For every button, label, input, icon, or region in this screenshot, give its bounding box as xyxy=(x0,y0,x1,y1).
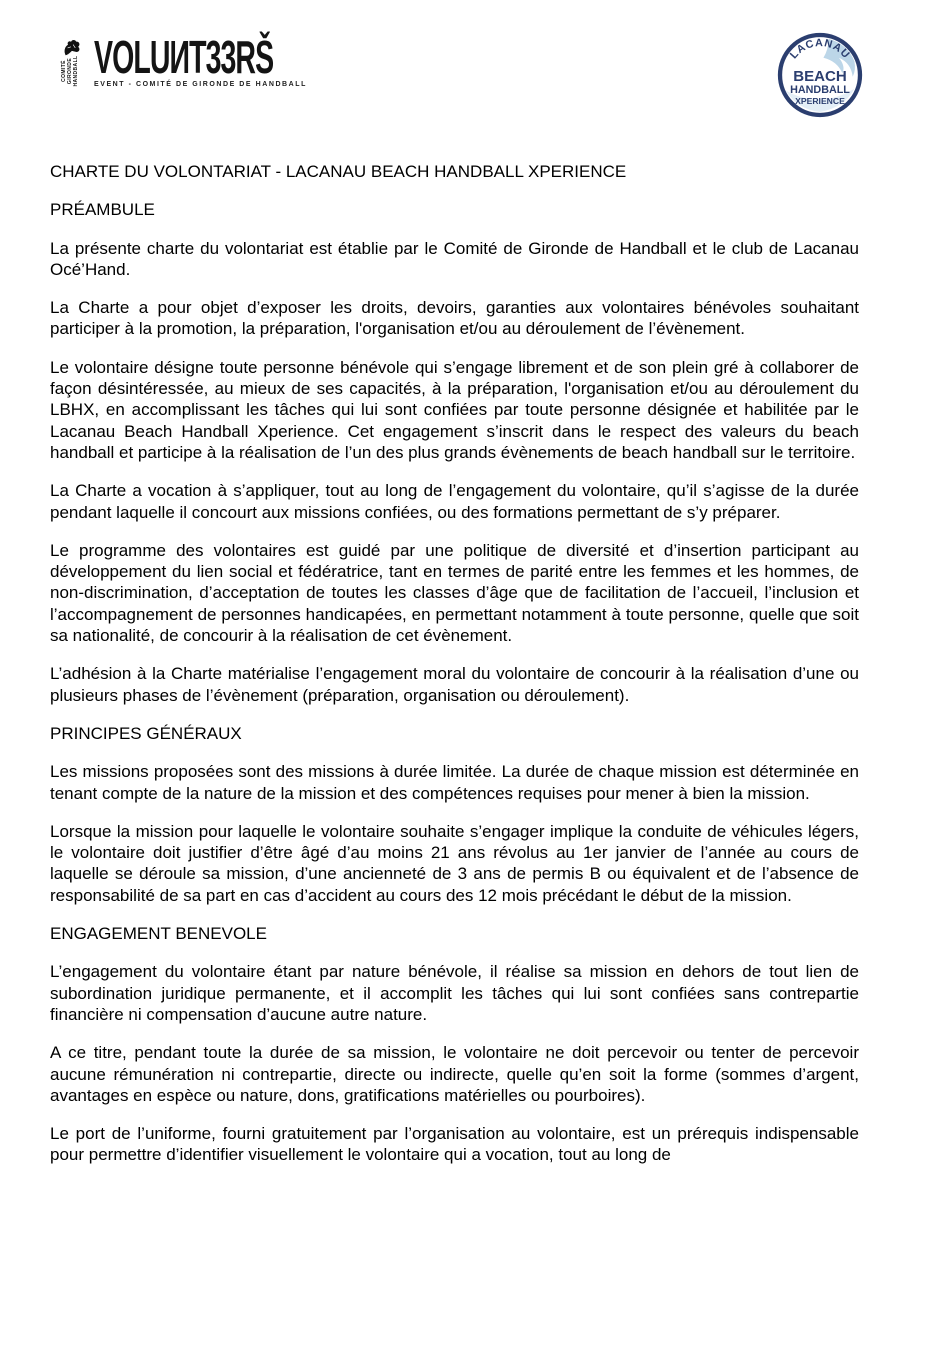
section-heading-engagement-benevole: ENGAGEMENT BENEVOLE xyxy=(50,924,267,944)
document-title: CHARTE DU VOLONTARIAT - LACANAU BEACH HANDBALL XPERIENCE xyxy=(50,162,627,181)
lbhx-badge-icon xyxy=(777,32,863,118)
paragraph: A ce titre, pendant toute la durée de sa mission, le volontaire ne doit percevoir ou tenter de percevoir aucune rémunération ni contrepartie, directe ou indirecte, quelle qu’en soit la forme (sommes d’argent, avantages en espèce ou nature, dons, gratifications matérielles ou pourboires). xyxy=(50,1043,859,1105)
badge-text-xperience: XPERIENCE xyxy=(795,96,845,107)
section-heading-principes-generaux: PRINCIPES GÉNÉRAUX xyxy=(50,723,242,743)
paragraph: La Charte a pour objet d’exposer les droits, devoirs, garanties aux volontaires bénévoles souhaitant participer à la promotion, la préparation, l'organisation et/ou au déroulement de l’évènement. xyxy=(50,298,859,339)
paragraph: Lorsque la mission pour laquelle le volontaire souhaite s’engager implique la conduite de véhicules légers, le volontaire doit justifier d’être âgé d’au moins 21 ans révolus au 1er janvier de l’année au cours de laquelle se déroule sa mission, d’une ancienneté de 3 ans de permis B ou équivalent et de l’absence de responsabilité de sa part en cas d’accident au cours des 12 mois précédant le début de la mission. xyxy=(50,821,859,905)
section-heading-preambule: PRÉAMBULE xyxy=(50,200,155,220)
comite-gironde-emblem xyxy=(55,36,89,88)
badge-text-lacanau: LACANAU xyxy=(787,37,853,62)
emblem-line: GIRONDE xyxy=(67,57,73,85)
emblem-vertical-text xyxy=(61,54,79,88)
volunteers-logo xyxy=(55,31,383,88)
paragraph: Le volontaire désigne toute personne bénévole qui s’engage librement et de son plein gré à collaborer de façon désintéressée, au mieux de ses capacités, à la préparation, l'organisation et/ou au déroulement du LBHX, en accomplissant les tâches qui lui sont confiées par toute personne désignée et habilitée par le Lacanau Beach Handball Xperience. Cet engagement s’inscrit dans le respect des valeurs du beach handball et participe à la réalisation de l’un des plus grands évènements de beach handball sur le territoire. xyxy=(50,357,859,462)
paragraph: Le programme des volontaires est guidé par une politique de diversité et d’insertion participant au développement du lien social et fédératrice, tant en termes de parité entre les femmes et les hommes, de non-discrimination, d’acceptation de toutes les classes d’âge que de facilitation de l’accueil, l’inclusion et l’accompagnement de personnes handicapées, en permettant notamment à toute personne, quelle que soit sa nationalité, de concourir à la réalisation de cet évènement. xyxy=(50,540,859,646)
emblem-line: HANDBALL xyxy=(73,55,79,87)
logo-tagline: EVENT - COMITÉ DE GIRONDE DE HANDBALL xyxy=(94,81,307,88)
paragraph: L’adhésion à la Charte matérialise l’engagement moral du volontaire de concourir à la réalisation d’une ou plusieurs phases de l’évènement (préparation, organisation ou déroulement). xyxy=(50,664,859,705)
emblem-line: COMITÉ xyxy=(61,60,67,82)
badge-text-handball: HANDBALL xyxy=(790,84,850,97)
paragraph: Les missions proposées sont des missions à durée limitée. La durée de chaque mission est déterminée en tenant compte de la nature de la mission et des compétences requises pour mener à bien la mission. xyxy=(50,762,859,803)
paragraph: Le port de l’uniforme, fourni gratuitement par l’organisation au volontaire, est un prérequis indispensable pour permettre d’identifier visuellement le volontaire qui a vocation, tout au long de xyxy=(50,1124,859,1165)
paragraph: L’engagement du volontaire étant par nature bénévole, il réalise sa mission en dehors de tout lien de subordination juridique permanente, et il accomplit les tâches qui lui sont confiées sans contrepartie financière ni compensation d’aucune autre nature. xyxy=(50,962,859,1024)
paragraph: La Charte a vocation à s’appliquer, tout au long de l’engagement du volontaire, qu’il s’agisse de la durée pendant laquelle il concourt aux missions confiées, ou des formations permettant de s’y préparer. xyxy=(50,481,859,522)
volunteers-wordmark: VOLUИT33RŠ xyxy=(94,31,274,83)
paragraph: La présente charte du volontariat est établie par le Comité de Gironde de Handball et le club de Lacanau Océ’Hand. xyxy=(50,238,859,279)
badge-text-beach: BEACH xyxy=(793,68,847,86)
document-body xyxy=(50,161,859,1183)
